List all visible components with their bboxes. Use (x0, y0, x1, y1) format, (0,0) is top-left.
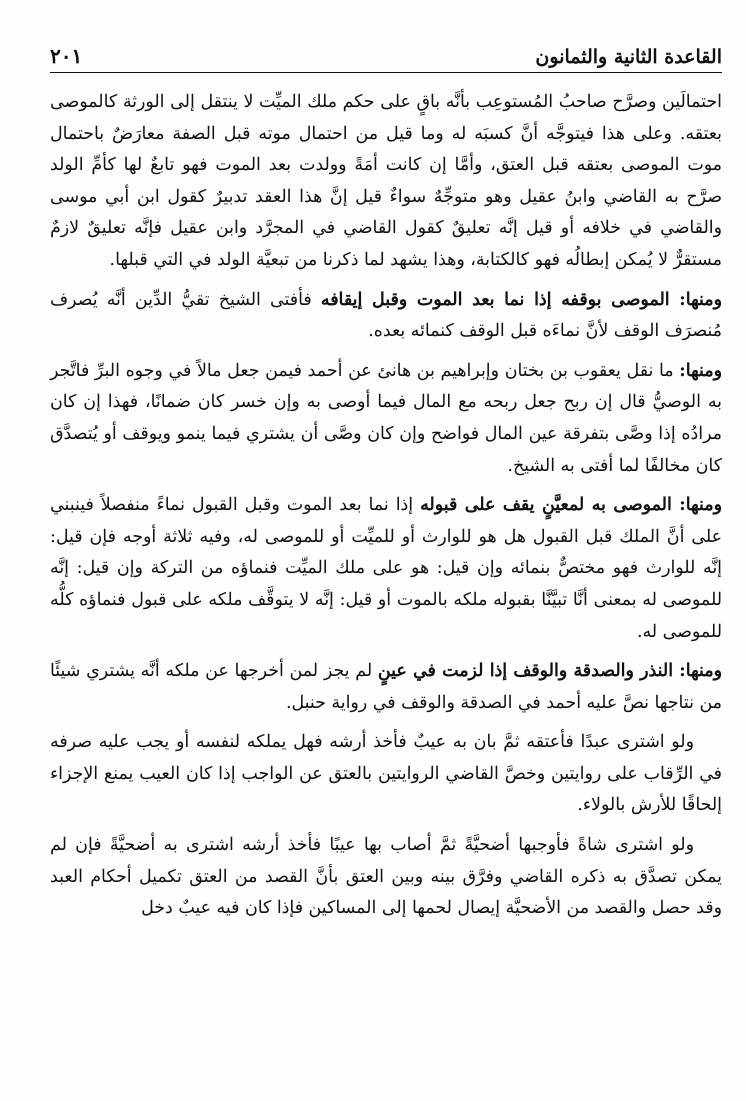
paragraph-text: ما نقل يعقوب بن بختان وإبراهيم بن هانئ عن أحمد فيمن جعل مالاً في وجوه البرِّ فاتَّجر به الوصيُّ قال إن ربح جعل ربحه مع المال فيما أوصى به وإن خسر كان ضمانًا، فهذا إن كان مرادُه إذا وصَّى بتفرقة عين المال فواضح وإن كان وصَّى أن يشتري فيما ينمو ويوقف أو يُتصدَّق كان مخالفًا لما أفتى به الشيخ. (50, 360, 722, 476)
paragraph-4 (50, 490, 722, 648)
page-number: ٢٠١ (50, 44, 83, 68)
paragraph-text: إذا نما بعد الموت وقبل القبول نماءً منفصلاً فينبني على أنَّ الملك قبل القبول هل هو للوارث أو للميِّت أو للموصى له، وفيه ثلاثة أوجه فإن قيل: إنَّه للوارث فهو مختصٌّ بنمائه وإن قيل: هو على ملك الميِّت فنماؤه من التركة وإن قيل: إنَّه للموصى له بمعنى أنَّا تبيَّنَّا بقبوله ملكه بالموت أو قيل: إنَّه لا يتوقَّف ملكه على قبول فنماؤه كلُّه للموصى له. (50, 495, 722, 642)
paragraph-lead: ومنها: الموصى به لمعيَّنٍ يقف على قبوله (420, 495, 722, 516)
header-rule (50, 72, 722, 73)
paragraph-text: احتمالَين وصرَّح صاحبُ المُستوعِب بأنَّه باقٍ على حكم ملك الميِّت لا ينتقل إلى الورثة كالموصى بعتقه. وعلى هذا فيتوجَّه أنَّ كسبَه له وما قيل من احتمال موته قبل الصفة معارَضٌ باحتمال موت الموصى بعتقه قبل العتق، وأمَّا إن كانت أمَةً وولدت بعد الموت فهو تابعٌ لها كأمِّ الولد صرَّح به القاضي وابنُ عقيل وهو متوجِّهٌ سواءٌ قيل إنَّ هذا العقد تدبيرٌ كقول ابن أبي موسى والقاضي في خلافه أو قيل إنَّه تعليقٌ كقول القاضي في المجرَّد وابن عقيل فإنَّه تعليقٌ لازمٌ مستقرٌّ لا يُمكن إبطالُه فهو كالكتابة، وهذا يشهد لما ذكرنا من تبعيَّة الولد في التي قبلها. (50, 92, 723, 270)
paragraph-5 (50, 656, 722, 719)
paragraph-2 (50, 285, 722, 348)
paragraph-lead: ومنها: (679, 360, 722, 381)
running-title: القاعدة الثانية والثمانون (535, 46, 722, 68)
paragraph-text: لم يجز لمن أخرجها عن ملكه أنَّه يشتري شيئًا من نتاجها نصَّ عليه أحمد في الصدقة والوقف في رواية حنبل. (50, 661, 722, 713)
paragraph-1 (50, 87, 722, 277)
paragraph-text: ولو اشترى عبدًا فأعتقه ثمَّ بان به عيبٌ فأخذ أرشه فهل يملكه لنفسه أو يجب عليه صرفه في الرِّقاب على روايتين وخصَّ القاضي الروايتين بالعتق عن الواجب إذا كان العيب يمنع الإجزاء إلحاقًا للأرش بالولاء. (50, 732, 722, 816)
paragraph-lead: ومنها: النذر والصدقة والوقف إذا لزمت في عينٍ (377, 661, 722, 682)
paragraph-lead: ومنها: الموصى بوقفه إذا نما بعد الموت وقبل إيقافه (320, 289, 722, 310)
body-text (50, 87, 722, 925)
page-header (50, 38, 722, 68)
paragraph-text: فأفتى الشيخ تقيُّ الدِّين أنَّه يُصرف مُنصرَف الوقف لأنَّ نماءَه قبل الوقف كنمائه بعده. (50, 289, 722, 342)
paragraph-3 (50, 356, 722, 482)
paragraph-6 (50, 727, 722, 822)
paragraph-text: ولو اشترى شاةً فأوجبها أضحيَّةً ثمَّ أصاب بها عيبًا فأخذ أرشه اشترى به أضحيَّةً فإن لم يمكن تصدَّق به ذكره القاضي وفرَّق بينه وبين العتق بأنَّ القصد من العتق تكميل أحكام العبد وقد حصل والقصد من الأضحيَّة إيصال لحمها إلى المساكين فإذا كان فيه عيبٌ دخل (50, 835, 722, 919)
paragraph-7 (50, 830, 722, 925)
document-page (50, 38, 722, 933)
